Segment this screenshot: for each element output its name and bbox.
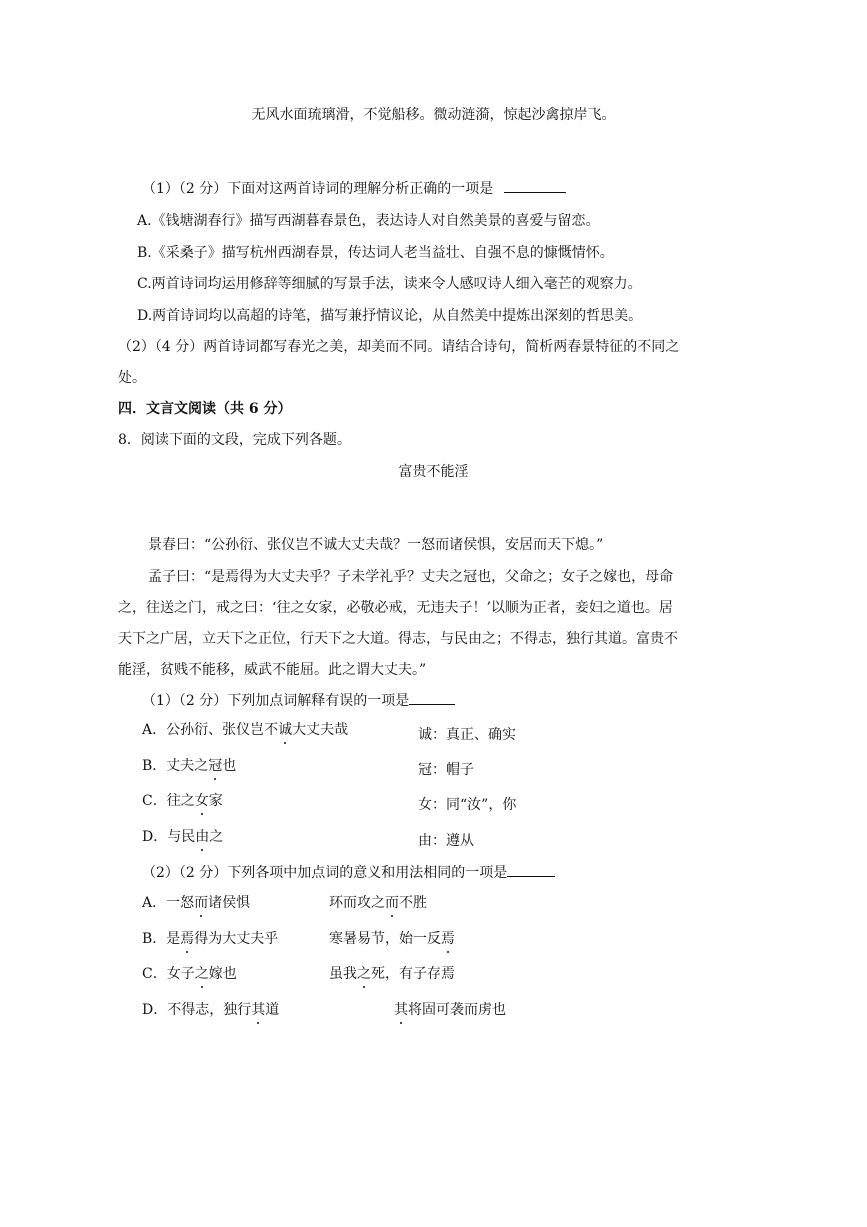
passage-paragraph-2-line-3: 天下之广居，立天下之正位，行天下之大道。得志，与民由之；不得志，独行其道。富贵不 bbox=[118, 631, 678, 647]
q8-sub1-option-b: B．丈夫之冠也 bbox=[142, 755, 236, 775]
q7-sub1-option-a: A.《钱塘湖春行》描写西湖暮春景色，表达诗人对自然美景的喜爱与留恋。 bbox=[137, 213, 600, 229]
q8-sub2-option-b-left: B．是焉得为大丈夫乎 bbox=[142, 928, 278, 948]
dotted-word: 由 bbox=[195, 826, 209, 846]
dotted-word: 而 bbox=[385, 892, 399, 912]
dotted-word: 焉 bbox=[180, 928, 194, 948]
q8-sub1-label: （1）（2 分）下列加点词解释有误的一项是 bbox=[142, 693, 410, 709]
dotted-word: 冠 bbox=[208, 755, 222, 775]
q8-sub2-option-c-left: C．女子之嫁也 bbox=[142, 963, 237, 983]
q8-intro: 8．阅读下面的文段，完成下列各题。 bbox=[118, 432, 351, 448]
dotted-word: 其 bbox=[251, 999, 265, 1019]
q8-sub2-answer-blank[interactable] bbox=[507, 864, 555, 877]
dotted-word: 诚 bbox=[278, 719, 292, 739]
q7-sub1-option-d: D.两首诗词均以高超的诗笔，描写兼抒情议论，从自然美中提炼出深刻的哲思美。 bbox=[137, 308, 643, 324]
dotted-word: 焉 bbox=[441, 928, 455, 948]
dotted-word: 之 bbox=[195, 963, 209, 983]
q8-sub1-gloss-c: 女：同“汝”，你 bbox=[418, 797, 517, 813]
q8-sub1-gloss-d: 由：遵从 bbox=[418, 833, 474, 849]
dotted-word: 之 bbox=[357, 963, 371, 983]
dotted-word: 而 bbox=[194, 892, 208, 912]
q7-sub2-line2: 处。 bbox=[118, 370, 146, 386]
passage-paragraph-2-line-4: 能淫，贫贱不能移，威武不能屈。此之谓大丈夫。” bbox=[118, 662, 427, 678]
dotted-word: 其 bbox=[394, 999, 408, 1019]
passage-paragraph-2-line-1: 孟子曰：“是焉得为大丈夫乎？子未学礼乎？丈夫之冠也，父命之；女子之嫁也，母命 bbox=[148, 569, 674, 585]
q8-sub2-label: （2）（2 分）下列各项中加点词的意义和用法相同的一项是 bbox=[142, 865, 508, 881]
q7-sub1-question bbox=[142, 178, 566, 198]
q7-sub1-option-b: B.《采桑子》描写杭州西湖春景，传达词人老当益壮、自强不息的慷慨情怀。 bbox=[137, 245, 614, 261]
q8-sub1-question bbox=[142, 690, 455, 710]
passage-title: 富贵不能淫 bbox=[398, 464, 469, 480]
passage-paragraph-2-line-2: 之，往送之门，戒之曰：‘往之女家，必敬必戒，无违夫子！’以顺为正者，妾妇之道也。居 bbox=[118, 600, 673, 616]
poem-last-line: 无风水面琉璃滑，不觉船移。微动涟漪，惊起沙禽掠岸飞。 bbox=[251, 107, 616, 123]
q7-sub1-label: （1）（2 分）下面对这两首诗词的理解分析正确的一项是 bbox=[142, 181, 494, 197]
q8-sub1-answer-blank[interactable] bbox=[409, 692, 455, 705]
q8-sub2-option-c-right: 虽我之死，有子存焉 bbox=[329, 963, 455, 983]
q8-sub1-gloss-a: 诚：真正、确实 bbox=[418, 727, 516, 743]
dotted-word: 女 bbox=[195, 790, 209, 810]
q8-sub2-option-a-left: A．一怒而诸侯惧 bbox=[142, 892, 250, 912]
passage-paragraph-1: 景春曰：“公孙衍、张仪岂不诚大丈夫哉？一怒而诸侯惧，安居而天下熄。” bbox=[148, 537, 604, 553]
q8-sub2-option-b-right: 寒暑易节，始一反焉 bbox=[329, 928, 455, 948]
q8-sub1-option-a: A．公孙衍、张仪岂不诚大丈夫哉 bbox=[142, 719, 348, 739]
q7-sub1-answer-blank[interactable] bbox=[504, 180, 566, 193]
q8-sub1-option-c: C．往之女家 bbox=[142, 790, 223, 810]
q8-sub1-option-d: D．与民由之 bbox=[142, 826, 223, 846]
q8-sub2-question bbox=[142, 862, 555, 882]
q8-sub2-option-a-right: 环而攻之而不胜 bbox=[329, 892, 427, 912]
q7-sub1-option-c: C.两首诗词均运用修辞等细腻的写景手法，读来令人感叹诗人细入毫芒的观察力。 bbox=[137, 276, 642, 292]
q8-sub2-option-d-left: D．不得志，独行其道 bbox=[142, 999, 279, 1019]
q8-sub1-gloss-b: 冠：帽子 bbox=[418, 762, 474, 778]
q8-sub2-option-d-right: 其将固可袭而虏也 bbox=[394, 999, 506, 1019]
q7-sub2-line1: （2）（4 分）两首诗词都写春光之美，却美而不同。请结合诗句，简析两春景特征的不同之 bbox=[118, 339, 680, 355]
section4-title: 四．文言文阅读（共 6 分） bbox=[118, 401, 292, 417]
